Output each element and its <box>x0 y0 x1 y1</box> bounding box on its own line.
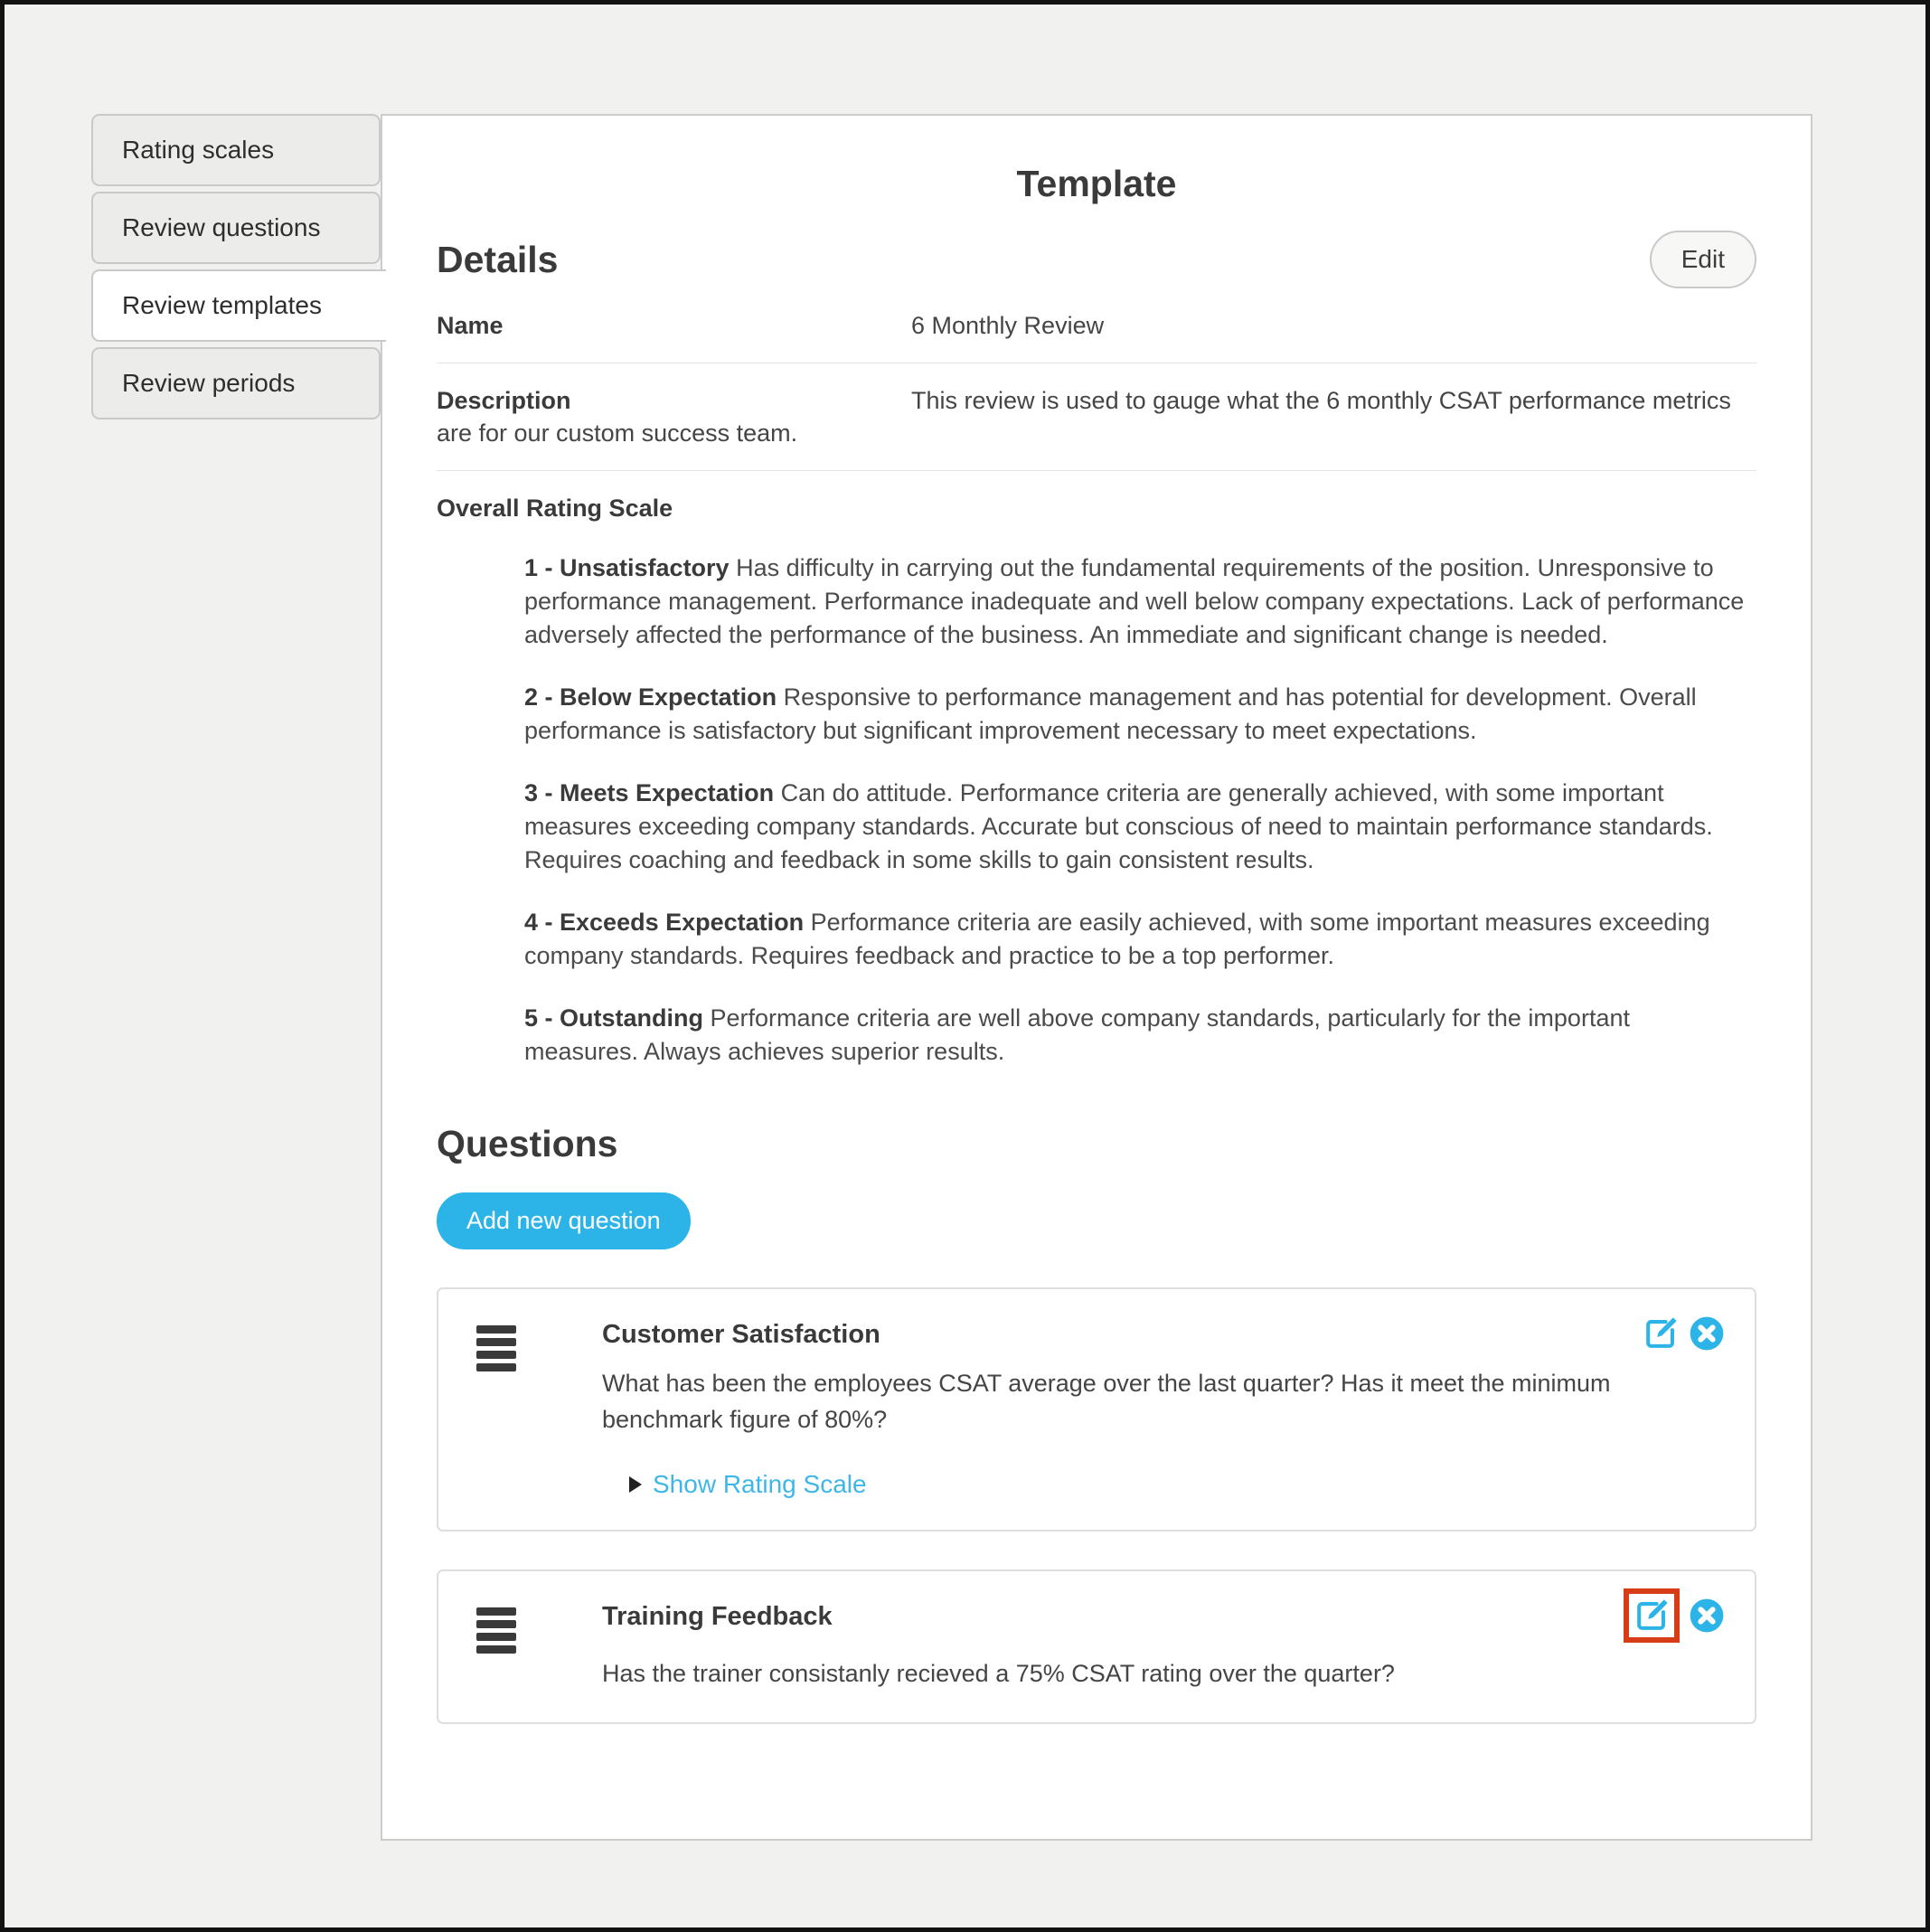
template-panel <box>381 114 1812 1841</box>
description-value: This review is used to gauge what the 6 monthly CSAT performance metrics are for our custom success team. <box>437 387 1731 447</box>
rating-2-text: Responsive to performance management and has potential for development. Overall performance is satisfactory but significant improvement necessary to meet expectations. <box>524 683 1697 744</box>
question-card-customer-satisfaction <box>437 1287 1756 1531</box>
rating-5-title: 5 - Outstanding <box>524 1004 703 1032</box>
highlight-box <box>1624 1588 1680 1643</box>
question-title: Customer Satisfaction <box>602 1320 880 1349</box>
show-rating-scale-label: Show Rating Scale <box>653 1470 867 1498</box>
tab-review-templates[interactable]: Review templates <box>91 269 386 342</box>
rating-2-title: 2 - Below Expectation <box>524 683 777 711</box>
rating-4-text: Performance criteria are easily achieved, with some important measures exceeding company standards. Requires feedback and practice to be a top performer. <box>524 909 1710 969</box>
question-text: Has the trainer consistanly recieved a 75% CSAT rating over the quarter? <box>602 1660 1395 1687</box>
rating-item-3 <box>524 777 1756 877</box>
questions-heading: Questions <box>437 1123 618 1164</box>
drag-handle-icon[interactable] <box>476 1325 516 1499</box>
description-label: Description <box>437 387 571 414</box>
question-title: Training Feedback <box>602 1602 833 1631</box>
show-rating-scale-link[interactable] <box>629 1470 867 1499</box>
name-value: 6 Monthly Review <box>911 312 1105 339</box>
rating-item-5 <box>524 1002 1756 1069</box>
edit-question-icon[interactable] <box>1642 1315 1680 1352</box>
name-field-row <box>437 288 1756 363</box>
question-text: What has been the employees CSAT average over the last quarter? Has it meet the minimum benchmark figure of 80%? <box>602 1370 1611 1433</box>
details-heading: Details <box>437 238 559 280</box>
page-title: Template <box>1016 163 1177 204</box>
rating-1-text: Has difficulty in carrying out the fundamental requirements of the position. Unresponsive to performance management. Performance inadequate and well below company expectations. Lack of performance adversely affected the performance of the business. An immediate and significant change is needed. <box>524 554 1745 648</box>
rating-4-title: 4 - Exceeds Expectation <box>524 909 805 936</box>
rating-item-4 <box>524 906 1756 973</box>
rating-5-text: Performance criteria are well above company standards, particularly for the important measures. Always achieves superior results. <box>524 1004 1630 1065</box>
edit-button[interactable]: Edit <box>1650 231 1756 288</box>
tab-review-questions[interactable]: Review questions <box>91 192 381 264</box>
delete-question-icon[interactable] <box>1688 1315 1726 1352</box>
expand-triangle-icon <box>629 1476 642 1493</box>
overall-rating-scale-label: Overall Rating Scale <box>437 495 673 522</box>
rating-3-text: Can do attitude. Performance criteria are generally achieved, with some important measures exceeding company standards. Accurate but conscious of need to maintain performance standards. Requires coaching and feedback in some skills to gain consistent results. <box>524 779 1713 873</box>
name-label: Name <box>437 312 504 339</box>
rating-item-1 <box>524 551 1756 652</box>
rating-1-title: 1 - Unsatisfactory <box>524 554 730 581</box>
description-field-row <box>437 363 1756 471</box>
tab-review-periods[interactable]: Review periods <box>91 347 381 419</box>
rating-item-2 <box>524 681 1756 748</box>
tab-rating-scales[interactable]: Rating scales <box>91 114 381 186</box>
drag-handle-icon[interactable] <box>476 1607 516 1692</box>
overall-rating-scale-section <box>437 471 1756 1069</box>
add-new-question-button[interactable]: Add new question <box>437 1192 691 1249</box>
question-card-training-feedback <box>437 1569 1756 1724</box>
rating-3-title: 3 - Meets Expectation <box>524 779 775 806</box>
settings-tabs <box>91 114 386 425</box>
delete-question-icon[interactable] <box>1688 1597 1726 1635</box>
edit-question-icon[interactable] <box>1633 1597 1671 1635</box>
